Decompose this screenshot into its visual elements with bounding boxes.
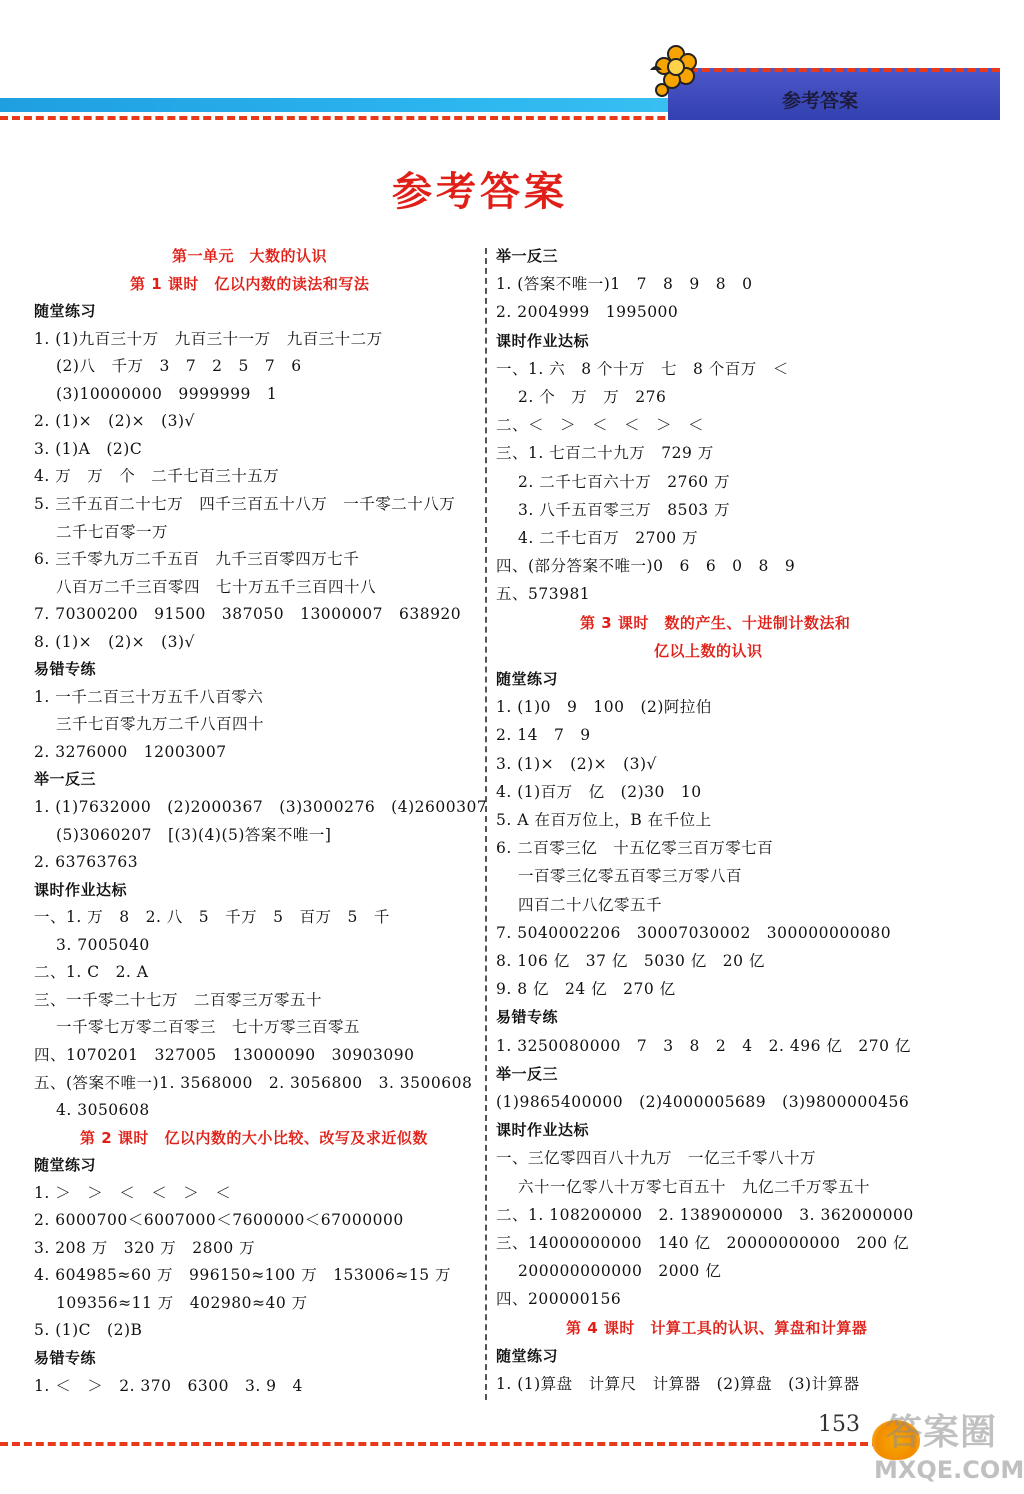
section-heading: 易错专练 — [34, 660, 97, 679]
answer-line: 一、三亿零四百八十九万 一亿三千零八十万 — [496, 1149, 817, 1168]
answer-line: (1)9865400000 (2)4000005689 (3)9800000456 — [496, 1093, 910, 1111]
answer-line: 2. 63763763 — [34, 853, 139, 872]
answer-line: 2. 二千七百六十万 2760 万 — [518, 472, 731, 491]
answer-line: 四、(部分答案不唯一)0 6 6 0 8 9 — [496, 557, 796, 576]
answer-line: 9. 8 亿 24 亿 270 亿 — [496, 980, 676, 999]
answer-line: 4. 3050608 — [56, 1101, 150, 1120]
answer-line: 2. 3276000 12003007 — [34, 742, 227, 761]
flower-icon — [636, 40, 700, 104]
answer-line: 四百二十八亿零五千 — [518, 895, 663, 914]
answer-line: 五、(答案不唯一)1. 3568000 2. 3056800 3. 3500608 — [34, 1073, 473, 1092]
answer-line: 五、573981 — [496, 585, 591, 604]
answer-line: (3)10000000 9999999 1 — [56, 384, 278, 403]
section-heading: 课时作业达标 — [496, 1121, 590, 1140]
answer-line: 3. (1)A (2)C — [34, 439, 143, 458]
answer-line: 三、一千零二十七万 二百零三万零五十 — [34, 990, 323, 1009]
answer-line: 一、1. 万 8 2. 八 5 千万 5 百万 5 千 — [34, 908, 390, 927]
watermark-small-text: MXQE.COM — [874, 1456, 1024, 1484]
answer-line: 2. 6000700＜6007000＜7600000＜67000000 — [34, 1211, 404, 1230]
header-blue-band — [0, 98, 680, 112]
answer-line: 7. 70300200 91500 387050 13000007 638920 — [34, 605, 462, 624]
answer-line: 6. 二百零三亿 十五亿零三百万零七百 — [496, 839, 774, 858]
lesson-heading: 亿以上数的认识 — [654, 641, 763, 660]
answer-line: 109356≈11 万 402980≈40 万 — [56, 1293, 308, 1312]
answer-line: 1. (1)0 9 100 (2)阿拉伯 — [496, 698, 712, 717]
answer-line: 200000000000 2000 亿 — [518, 1262, 722, 1281]
answer-line: (5)3060207 [(3)(4)(5)答案不唯一] — [56, 825, 332, 844]
lesson-heading: 第一单元 大数的认识 — [172, 247, 328, 265]
section-heading: 举一反三 — [34, 770, 97, 789]
column-divider — [485, 248, 487, 1400]
section-heading: 随堂练习 — [496, 670, 559, 688]
answer-line: 八百万二千三百零四 七十万五千三百四十八 — [56, 577, 377, 596]
answer-line: 2. (1)× (2)× (3)√ — [34, 412, 195, 431]
answer-line: 1. (答案不唯一)1 7 8 9 8 0 — [496, 275, 753, 294]
header-tab-title: 参考答案 — [781, 90, 858, 112]
answer-line: 3. 八千五百零三万 8503 万 — [518, 500, 731, 519]
answer-line: 4. 万 万 个 二千七百三十五万 — [34, 467, 280, 486]
answer-line: 4. 二千七百万 2700 万 — [518, 529, 699, 547]
answer-line: 2. 14 7 9 — [496, 726, 591, 745]
answer-line: 1. (1)算盘 计算尺 计算器 (2)算盘 (3)计算器 — [496, 1375, 860, 1393]
section-heading: 随堂练习 — [34, 302, 97, 321]
answer-line: 5. 三千五百二十七万 四千三百五十八万 一千零二十八万 — [34, 494, 456, 513]
answer-line: 2. 2004999 1995000 — [496, 303, 679, 322]
watermark-big-text: 答案圈 — [886, 1412, 998, 1453]
answer-line: 3. 7005040 — [56, 935, 150, 954]
answer-line: 四、200000156 — [496, 1290, 622, 1309]
answer-line: 3. 208 万 320 万 2800 万 — [34, 1238, 256, 1257]
lesson-heading: 第 1 课时 亿以内数的读法和写法 — [130, 274, 370, 293]
page-title: 参考答案 — [392, 169, 568, 215]
answer-line: 三千七百零九万二千八百四十 — [56, 715, 265, 734]
answer-line: 2. 个 万 万 276 — [518, 388, 667, 406]
answer-line: 一千零七万零二百零三 七十万零三百零五 — [56, 1018, 361, 1037]
answer-line: 二、＜ ＞ ＜ ＜ ＞ ＜ — [496, 416, 705, 435]
section-heading: 举一反三 — [496, 1064, 559, 1083]
answer-line: 5. (1)C (2)B — [34, 1321, 143, 1340]
section-heading: 易错专练 — [496, 1008, 559, 1027]
footer-dashed-rule — [0, 1442, 880, 1446]
answer-line: 二千七百零一万 — [56, 522, 169, 541]
watermark-logo — [870, 1404, 1024, 1492]
section-heading: 易错专练 — [34, 1349, 97, 1367]
answer-line: 1. 3250080000 7 3 8 2 4 2. 496 亿 270 亿 — [496, 1036, 911, 1055]
section-heading: 课时作业达标 — [496, 331, 590, 350]
answer-line: 一、1. 六 8 个十万 七 8 个百万 ＜ — [496, 359, 789, 378]
answer-line: 四、1070201 327005 13000090 30903090 — [34, 1045, 415, 1064]
section-heading: 随堂练习 — [34, 1156, 97, 1175]
section-heading: 举一反三 — [496, 247, 559, 265]
answer-line: 5. A 在百万位上，B 在千位上 — [496, 811, 712, 829]
page-number: 153 — [818, 1412, 860, 1437]
answer-line: 8. 106 亿 37 亿 5030 亿 20 亿 — [496, 952, 765, 970]
answer-line: 1. ＞ ＞ ＜ ＜ ＞ ＜ — [34, 1183, 232, 1202]
section-heading: 随堂练习 — [496, 1346, 559, 1365]
answer-line: 4. 604985≈60 万 996150≈100 万 153006≈15 万 — [34, 1266, 451, 1285]
answer-line: 7. 5040002206 30007030002 300000000080 — [496, 923, 892, 942]
answer-line: 1. (1)九百三十万 九百三十一万 九百三十二万 — [34, 329, 383, 348]
answer-line: 一百零三亿零五百零三万零八百 — [518, 867, 743, 886]
answer-line: 1. (1)7632000 (2)2000367 (3)3000276 (4)2600307 — [34, 798, 488, 816]
section-heading: 课时作业达标 — [34, 880, 128, 899]
page-header — [0, 0, 1000, 140]
answer-line: 六十一亿零八十万零七百五十 九亿二千万零五十 — [518, 1177, 871, 1196]
answer-line: 6. 三千零九万二千五百 九千三百零四万七千 — [34, 550, 360, 569]
answer-line: 二、1. C 2. A — [34, 963, 149, 982]
lesson-heading: 第 3 课时 数的产生、十进制计数法和 — [580, 613, 851, 632]
answer-line: 1. 一千二百三十万五千八百零六 — [34, 687, 264, 706]
answer-line: 二、1. 108200000 2. 1389000000 3. 362000000 — [496, 1205, 914, 1224]
answer-line: 1. ＜ ＞ 2. 370 6300 3. 9 4 — [34, 1376, 303, 1395]
lesson-heading: 第 4 课时 计算工具的认识、算盘和计算器 — [566, 1318, 868, 1337]
answer-line: 三、14000000000 140 亿 20000000000 200 亿 — [496, 1234, 909, 1252]
answer-line: 8. (1)× (2)× (3)√ — [34, 632, 195, 651]
lesson-heading: 第 2 课时 亿以内数的大小比较、改写及求近似数 — [80, 1128, 428, 1147]
answer-line: 3. (1)× (2)× (3)√ — [496, 754, 657, 773]
answer-line: 4. (1)百万 亿 (2)30 10 — [496, 782, 702, 801]
answer-line: (2)八 千万 3 7 2 5 7 6 — [56, 357, 302, 376]
answer-line: 三、1. 七百二十九万 729 万 — [496, 444, 714, 463]
header-tab-dashed-rule — [690, 68, 1000, 72]
